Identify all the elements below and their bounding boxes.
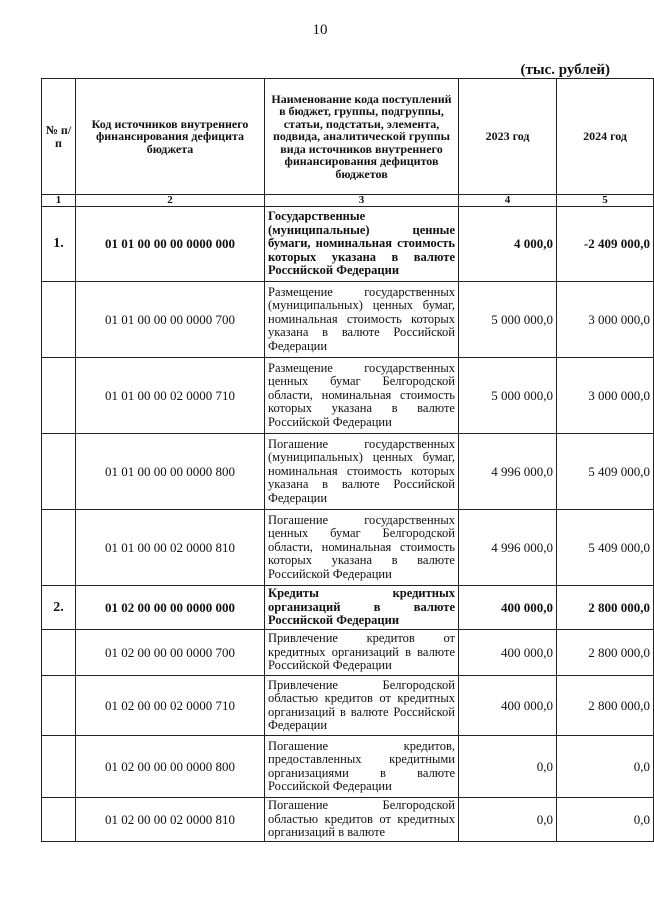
column-number: 2 [76, 195, 265, 207]
column-number: 5 [557, 195, 654, 207]
row-name: Погашение кредитов, предоставленных кредитными организациями в валюте Российской Федерации [265, 736, 459, 798]
row-name: Погашение государственных (муниципальных) ценных бумаг, номинальная стоимость которых указана в валюте Российской Федерации [265, 434, 459, 510]
row-code: 01 02 00 00 00 0000 700 [76, 630, 265, 676]
table-row [42, 282, 654, 358]
row-code: 01 01 00 00 02 0000 710 [76, 358, 265, 434]
row-value-2023: 5 000 000,0 [459, 358, 557, 434]
header-code: Код источников внутреннего финансирования дефицита бюджета [76, 79, 265, 195]
row-index [42, 736, 76, 798]
column-number: 3 [265, 195, 459, 207]
row-value-2024: 0,0 [557, 736, 654, 798]
table-header-row [42, 79, 654, 195]
header-name: Наименование кода поступлений в бюджет, группы, подгруппы, статьи, подстатьи, элемента, подвида, аналитической группы вида источников внутреннего финансирования дефицитов бюджетов [265, 79, 459, 195]
row-code: 01 01 00 00 02 0000 810 [76, 510, 265, 586]
row-code: 01 02 00 00 02 0000 710 [76, 676, 265, 736]
row-index [42, 630, 76, 676]
table-row [42, 736, 654, 798]
row-value-2023: 4 000,0 [459, 207, 557, 282]
table-row [42, 630, 654, 676]
table-row [42, 586, 654, 630]
row-code: 01 01 00 00 00 0000 800 [76, 434, 265, 510]
row-name: Кредиты кредитных организаций в валюте Российской Федерации [265, 586, 459, 630]
row-index [42, 282, 76, 358]
table-row [42, 676, 654, 736]
row-value-2024: 2 800 000,0 [557, 676, 654, 736]
header-2024: 2024 год [557, 79, 654, 195]
row-index: 1. [42, 207, 76, 282]
row-name: Погашение Белгородской областью кредитов от кредитных организаций в валюте [265, 798, 459, 842]
row-value-2024: 2 800 000,0 [557, 630, 654, 676]
row-name: Погашение государственных ценных бумаг Белгородской области, номинальная стоимость которых указана в валюте Российской Федерации [265, 510, 459, 586]
row-value-2023: 0,0 [459, 736, 557, 798]
row-value-2024: 0,0 [557, 798, 654, 842]
row-index [42, 434, 76, 510]
row-index [42, 798, 76, 842]
table-row [42, 798, 654, 842]
row-code: 01 02 00 00 00 0000 800 [76, 736, 265, 798]
row-name: Привлечение кредитов от кредитных организаций в валюте Российской Федерации [265, 630, 459, 676]
row-value-2023: 5 000 000,0 [459, 282, 557, 358]
row-value-2024: 3 000 000,0 [557, 282, 654, 358]
column-number: 1 [42, 195, 76, 207]
row-code: 01 02 00 00 00 0000 000 [76, 586, 265, 630]
table-row [42, 510, 654, 586]
row-value-2023: 400 000,0 [459, 676, 557, 736]
row-name: Государственные (муниципальные) ценные бумаги, номинальная стоимость которых указана в валюте Российской Федерации [265, 207, 459, 282]
header-2023: 2023 год [459, 79, 557, 195]
row-index: 2. [42, 586, 76, 630]
row-name: Привлечение Белгородской областью кредитов от кредитных организаций в валюте Российской Федерации [265, 676, 459, 736]
row-code: 01 02 00 00 02 0000 810 [76, 798, 265, 842]
column-number-row [42, 195, 654, 207]
row-code: 01 01 00 00 00 0000 700 [76, 282, 265, 358]
row-name: Размещение государственных (муниципальных) ценных бумаг, номинальная стоимость которых указана в валюте Российской Федерации [265, 282, 459, 358]
budget-sources-table [41, 78, 654, 842]
row-value-2024: 2 800 000,0 [557, 586, 654, 630]
row-value-2024: 3 000 000,0 [557, 358, 654, 434]
row-value-2023: 4 996 000,0 [459, 434, 557, 510]
row-value-2024: 5 409 000,0 [557, 510, 654, 586]
header-num: № п/п [42, 79, 76, 195]
row-value-2023: 400 000,0 [459, 586, 557, 630]
row-index [42, 510, 76, 586]
row-name: Размещение государственных ценных бумаг Белгородской области, номинальная стоимость которых указана в валюте Российской Федерации [265, 358, 459, 434]
row-value-2023: 0,0 [459, 798, 557, 842]
column-number: 4 [459, 195, 557, 207]
row-value-2023: 400 000,0 [459, 630, 557, 676]
row-value-2023: 4 996 000,0 [459, 510, 557, 586]
row-value-2024: 5 409 000,0 [557, 434, 654, 510]
row-index [42, 676, 76, 736]
table-row [42, 434, 654, 510]
table-row [42, 207, 654, 282]
row-index [42, 358, 76, 434]
table-row [42, 358, 654, 434]
row-value-2024: -2 409 000,0 [557, 207, 654, 282]
page-number: 10 [312, 22, 328, 38]
units-label: (тыс. рублей) [520, 62, 610, 78]
row-code: 01 01 00 00 00 0000 000 [76, 207, 265, 282]
